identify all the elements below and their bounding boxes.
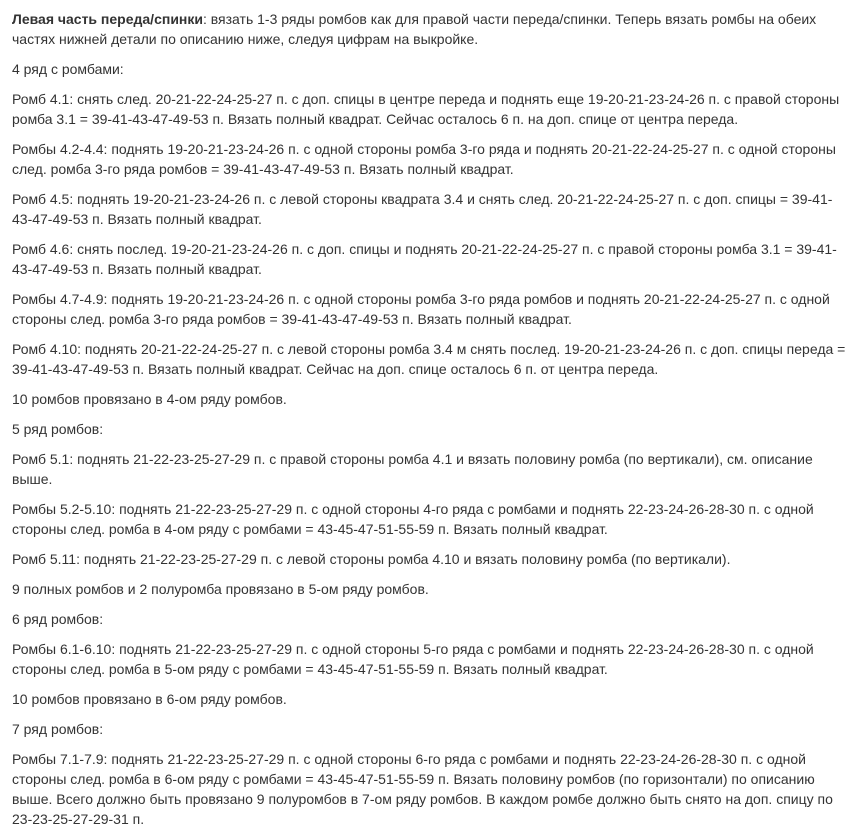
section-heading: Левая часть переда/спинки [12, 11, 203, 27]
paragraph-rhomb-4-1: Ромб 4.1: снять след. 20-21-22-24-25-27 п. с доп. спицы в центре переда и поднять еще 19-20-21-23-24-26 п. с правой стороны ромба 3.1 = 39-41-43-47-49-53 п. Вязать полный квадрат. Сейчас осталось 6 п. на доп. спице от центра переда. [12, 91, 840, 127]
paragraph-rhomb-4-6: Ромб 4.6: снять послед. 19-20-21-23-24-26 п. с доп. спицы и поднять 20-21-22-24-25-27 п. с правой стороны ромба 3.1 = 39-41-43-47-49-53 п. Вязать полный квадрат. [12, 241, 837, 277]
paragraph-rhomb-5-1: Ромб 5.1: поднять 21-22-23-25-27-29 п. с правой стороны ромба 4.1 и вязать половину ромба (по вертикали), см. описание выше. [12, 451, 813, 487]
row-heading-6: 6 ряд ромбов: [12, 611, 104, 627]
summary-row-4: 10 ромбов провязано в 4-ом ряду ромбов. [12, 391, 287, 407]
paragraph-rhomb-4-10: Ромб 4.10: поднять 20-21-22-24-25-27 п. с левой стороны ромба 3.4 м снять послед. 19-20-21-23-24-26 п. с доп. спицы переда = 39-41-43-47-49-53 п. Вязать полный квадрат. Сейчас на доп. спице осталось 6 п. от центра переда. [12, 341, 846, 377]
paragraph-rhomb-4-2-4-4: Ромбы 4.2-4.4: поднять 19-20-21-23-24-26 п. с одной стороны ромба 3-го ряда и поднять 20-21-22-24-25-27 п. с одной стороны след. ромба 3-го ряда ромбов = 39-41-43-47-49-53 п. Вязать полный квадрат. [12, 141, 836, 177]
summary-row-5: 9 полных ромбов и 2 полуромба провязано в 5-ом ряду ромбов. [12, 581, 429, 597]
paragraph-rhomb-4-5: Ромб 4.5: поднять 19-20-21-23-24-26 п. с левой стороны квадрата 3.4 и снять след. 20-21-22-24-25-27 п. с доп. спицы = 39-41-43-47-49-53 п. Вязать полный квадрат. [12, 191, 833, 227]
paragraph-rhomb-5-2-5-10: Ромбы 5.2-5.10: поднять 21-22-23-25-27-29 п. с одной стороны 4-го ряда с ромбами и поднять 22-23-24-26-28-30 п. с одной стороны след. ромба в 4-ом ряду с ромбами = 43-45-47-51-55-59 п. Вязать полный квадрат. [12, 501, 814, 537]
intro-text: : вязать 1-3 ряды ромбов как для правой части переда/спинки. Теперь вязать ромбы на обеих частях нижней детали по описанию ниже, следуя цифрам на выкройке. [12, 11, 817, 47]
paragraph-rhomb-5-11: Ромб 5.11: поднять 21-22-23-25-27-29 п. с левой стороны ромба 4.10 и вязать половину ромба (по вертикали). [12, 551, 731, 567]
paragraph-rhomb-4-7-4-9: Ромбы 4.7-4.9: поднять 19-20-21-23-24-26 п. с одной стороны ромба 3-го ряда ромбов и поднять 20-21-22-24-25-27 п. с одной стороны след. ромба 3-го ряда ромбов = 39-41-43-47-49-53 п. Вязать полный квадрат. [12, 291, 830, 327]
paragraph-rhomb-6-1-6-10: Ромбы 6.1-6.10: поднять 21-22-23-25-27-29 п. с одной стороны 5-го ряда с ромбами и поднять 22-23-24-26-28-30 п. с одной стороны след. ромба в 5-ом ряду с ромбами = 43-45-47-51-55-59 п. Вязать полный квадрат. [12, 641, 814, 677]
paragraph-rhomb-7-1-7-9: Ромбы 7.1-7.9: поднять 21-22-23-25-27-29 п. с одной стороны 6-го ряда с ромбами и поднять 22-23-24-26-28-30 п. с одной стороны след. ромба в 6-ом ряду с ромбами = 43-45-47-51-55-59 п. Вязать половину ромбов (по горизонтали) по описанию выше. Всего должно быть провязано 9 полуромбов в 7-ом ряду ромбов. В каждом ромбе должно быть снято на доп. спицу по 23-23-25-27-29-31 п. [12, 751, 833, 827]
intro-paragraph [12, 9, 849, 49]
row-heading-5: 5 ряд ромбов: [12, 421, 104, 437]
summary-row-6: 10 ромбов провязано в 6-ом ряду ромбов. [12, 691, 287, 707]
row-heading-4: 4 ряд с ромбами: [12, 61, 124, 77]
row-heading-7: 7 ряд ромбов: [12, 721, 104, 737]
